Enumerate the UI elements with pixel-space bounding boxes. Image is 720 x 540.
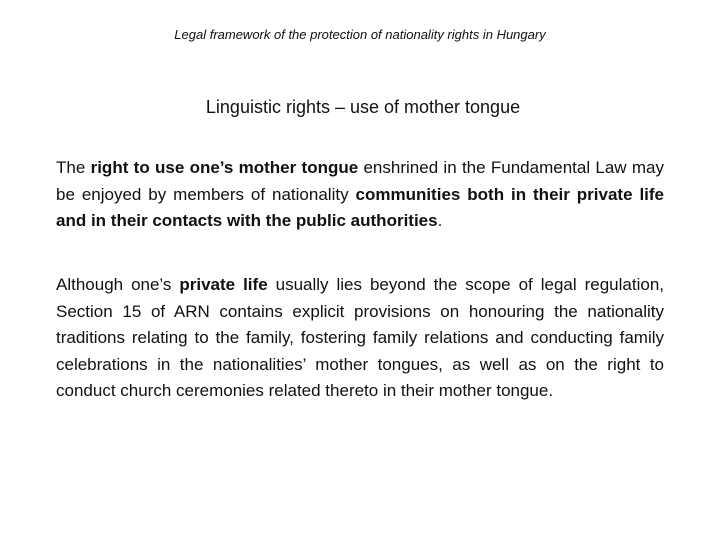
paragraph-mother-tongue-right xyxy=(56,155,664,235)
paragraph1-text-1: The xyxy=(56,158,91,177)
paragraph-private-life xyxy=(56,272,664,405)
paragraph1-bold-2: communities both in their private life and in their contacts with the public authorities xyxy=(56,184,665,230)
slide-title: Linguistic rights – use of mother tongue xyxy=(205,97,521,117)
paragraph2-text-2: usually lies beyond the scope of legal regulation, Section 15 of ARN contains explicit provisions on honouring the nationality traditions relating to the family, fostering family relations and conducting family celebrations in the nationalities’ mother tongues, as well as on the right to conduct church ceremonies related thereto in their mother tongue. xyxy=(56,275,664,400)
paragraph2-text-1: Although one’s xyxy=(56,275,180,294)
paragraph2-bold-1: private life xyxy=(179,275,268,294)
paragraph1-text-2: enshrined in the Fundamental Law may be enjoyed by members of nationality xyxy=(56,158,664,204)
paragraph1-bold-1: right to use one’s mother tongue xyxy=(90,158,359,177)
paragraph1-text-3: . xyxy=(437,211,443,230)
slide-header: Legal framework of the protection of nationality rights in Hungary xyxy=(174,27,546,42)
